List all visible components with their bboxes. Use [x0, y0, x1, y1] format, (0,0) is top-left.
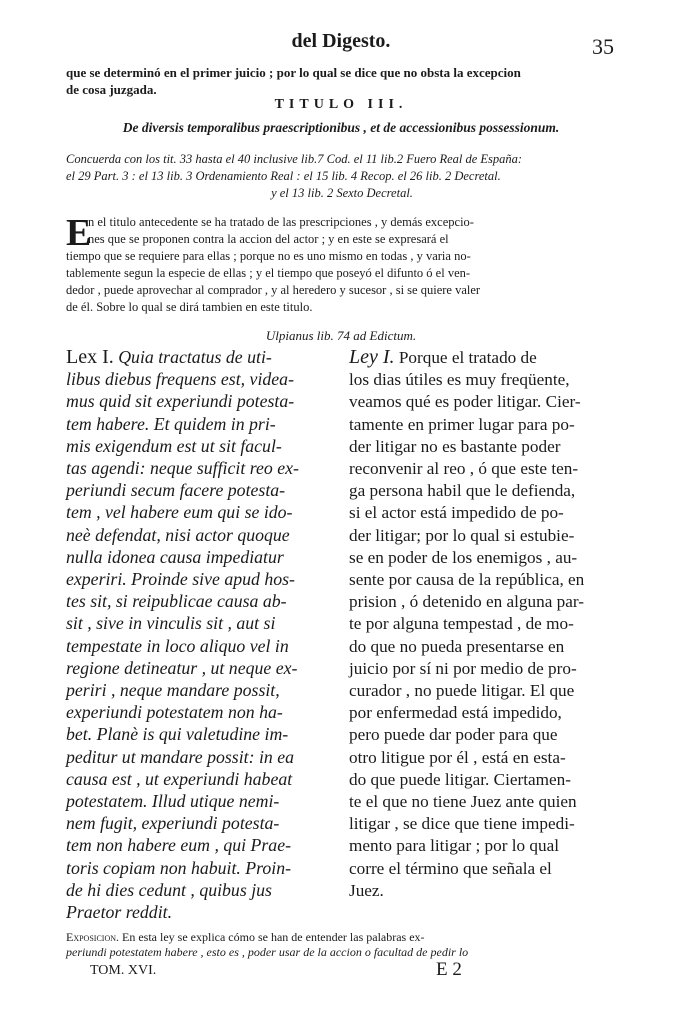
- exposition-note: [66, 930, 618, 960]
- spanish-line: otro litigue por él , está en esta-: [349, 747, 566, 767]
- intro-line: tablemente segun la especie de ellas ; y el tiempo que poseyó el difunto ó el ven-: [66, 266, 471, 280]
- latin-line: peditur ut mandare possit: in ea: [66, 746, 295, 767]
- latin-line: regione detineatur , ut neque ex-: [66, 657, 298, 678]
- latin-line: experiri. Proinde sive apud hos-: [66, 569, 295, 590]
- drop-cap: E: [66, 212, 92, 254]
- spanish-line: prision , ó detenido en alguna par-: [349, 592, 584, 612]
- latin-line: periri , neque mandare possit,: [66, 680, 280, 701]
- spanish-line: te por alguna tempestad , de mo-: [349, 614, 574, 634]
- spanish-line: te el que no tiene Juez ante quien: [349, 792, 577, 812]
- latin-line: tempestate in loco aliquo vel in: [66, 635, 289, 656]
- intro-line: nes que se proponen contra la accion del actor ; y en este se expresará el: [88, 232, 449, 246]
- latin-line: tem , vel habere eum qui se ido-: [66, 502, 293, 523]
- latin-line: tem habere. Et quidem in pri-: [66, 413, 276, 434]
- latin-line: tas agendi: neque sufficit reo ex-: [66, 458, 299, 479]
- spanish-line: juicio por sí ni por medio de pro-: [349, 658, 577, 678]
- latin-line: nulla idonea causa impediatur: [66, 546, 284, 567]
- spanish-line: tamente en primer lugar para po-: [349, 414, 575, 434]
- latin-line: mus quid sit experiundi potesta-: [66, 391, 295, 412]
- spanish-line: der litigar; por lo qual si estubie-: [349, 525, 575, 545]
- carryover-line: de cosa juzgada.: [66, 82, 157, 97]
- latin-line: neè defendat, nisi actor quoque: [66, 524, 290, 545]
- title-heading: TITULO III.: [274, 97, 408, 112]
- concordance-line: el 29 Part. 3 : el 13 lib. 3 Ordenamiento Real : el 15 lib. 4 Recop. el 26 lib. 2 Decretal.: [66, 169, 501, 183]
- latin-line: tes sit, si reipublicae causa ab-: [66, 591, 287, 612]
- spanish-line: ga persona habil que le defienda,: [349, 481, 576, 501]
- spanish-first-line: Ley I. Porque el tratado de: [349, 346, 537, 368]
- spanish-line: Juez.: [349, 880, 384, 900]
- latin-line: experiundi potestatem non ha-: [66, 702, 283, 723]
- running-header: del Digesto.: [291, 30, 391, 52]
- latin-column: [66, 346, 342, 923]
- title-rubric: De diversis temporalibus praescriptionibus , et de accessionibus possessionum.: [122, 120, 560, 135]
- spanish-line: se en poder de los enemigos , au-: [349, 547, 578, 567]
- spanish-line: curador , no puede litigar. El que: [349, 681, 575, 701]
- concordance-line: Concuerda con los tit. 33 hasta el 40 inclusive lib.7 Cod. el 11 lib.2 Fuero Real de España:: [66, 152, 523, 166]
- latin-line: causa est , ut experiundi habeat: [66, 768, 293, 789]
- latin-line: mis exigendum est ut sit facul-: [66, 435, 282, 456]
- exposition-line: Exposicion. En esta ley se explica cómo se han de entender las palabras ex-: [66, 930, 425, 944]
- spanish-line: do que puede litigar. Ciertamen-: [349, 769, 571, 789]
- spanish-line: der litigar no es bastante poder: [349, 436, 561, 456]
- latin-line: de hi dies cedunt , quibus jus: [66, 879, 272, 900]
- spanish-line: corre el término que señala el: [349, 858, 552, 878]
- intro-line: tiempo que se requiere para ellas ; porque no es uno mismo en todas , y varia no-: [66, 249, 471, 263]
- latin-first-line: Lex I. Quia tractatus de uti-: [66, 346, 272, 368]
- spanish-line: veamos qué es poder litigar. Cier-: [349, 392, 581, 412]
- carryover-line: que se determinó en el primer juicio ; por lo qual se dice que no obsta la excepcion: [66, 65, 521, 80]
- spanish-line: sente por causa de la república, en: [349, 570, 585, 590]
- law-number-latin: Lex I.: [66, 346, 114, 368]
- latin-line: potestatem. Illud utique nemi-: [66, 791, 280, 812]
- spanish-line: por enfermedad está impedido,: [349, 703, 562, 723]
- exposition-label: Exposicion.: [66, 930, 120, 944]
- page-number: 35: [592, 34, 614, 59]
- concordance-line: y el 13 lib. 2 Sexto Decretal.: [271, 186, 413, 200]
- intro-line: n el titulo antecedente se ha tratado de las prescripciones , y demás excepcio-: [88, 215, 474, 229]
- spanish-line: los dias útiles es muy freqüente,: [349, 370, 570, 390]
- latin-line: toris copiam non habuit. Proin-: [66, 857, 292, 878]
- spanish-line: do que no pueda presentarse en: [349, 636, 565, 656]
- spanish-text: [349, 369, 619, 902]
- carryover-paragraph: [66, 64, 614, 98]
- intro-line: de él. Sobre lo qual se dirá tambien en este titulo.: [66, 300, 313, 314]
- exposition-line: periundi potestatem habere , esto es , poder usar de la accion o facultad de pedir lo: [66, 945, 469, 959]
- latin-text: [66, 368, 342, 923]
- law-number-spanish: Ley I.: [349, 346, 395, 368]
- spanish-line: si el actor está impedido de po-: [349, 503, 564, 523]
- concordance-note: [66, 151, 618, 202]
- spanish-line: reconvenir al reo , ó que este ten-: [349, 459, 579, 479]
- latin-line: tem non habere eum , qui Prae-: [66, 835, 292, 856]
- latin-line: nem fugit, experiundi potesta-: [66, 813, 280, 834]
- spanish-column: [349, 346, 619, 902]
- latin-line: periundi secum facere potestа-: [66, 480, 286, 501]
- latin-line: libus diebus frequens est, videa-: [66, 369, 294, 390]
- latin-line: bet. Planè is qui valetudine im-: [66, 724, 289, 745]
- latin-line: Praetor reddit.: [66, 902, 173, 923]
- source-attribution: Ulpianus lib. 74 ad Edictum.: [265, 328, 417, 343]
- spanish-line: pero puede dar poder para que: [349, 725, 558, 745]
- volume-mark: TOM. XVI.: [90, 963, 157, 978]
- signature-mark: E 2: [436, 959, 462, 980]
- spanish-line: mento para litigar ; por lo qual: [349, 836, 560, 856]
- intro-line: dedor , puede aprovechar al comprador , y al heredero y sucesor , si se quiere valer: [66, 283, 481, 297]
- intro-paragraph: [66, 214, 618, 316]
- spanish-line: litigar , se dice que tiene impedi-: [349, 814, 575, 834]
- latin-line: sit , sive in vinculis sit , aut si: [66, 613, 276, 634]
